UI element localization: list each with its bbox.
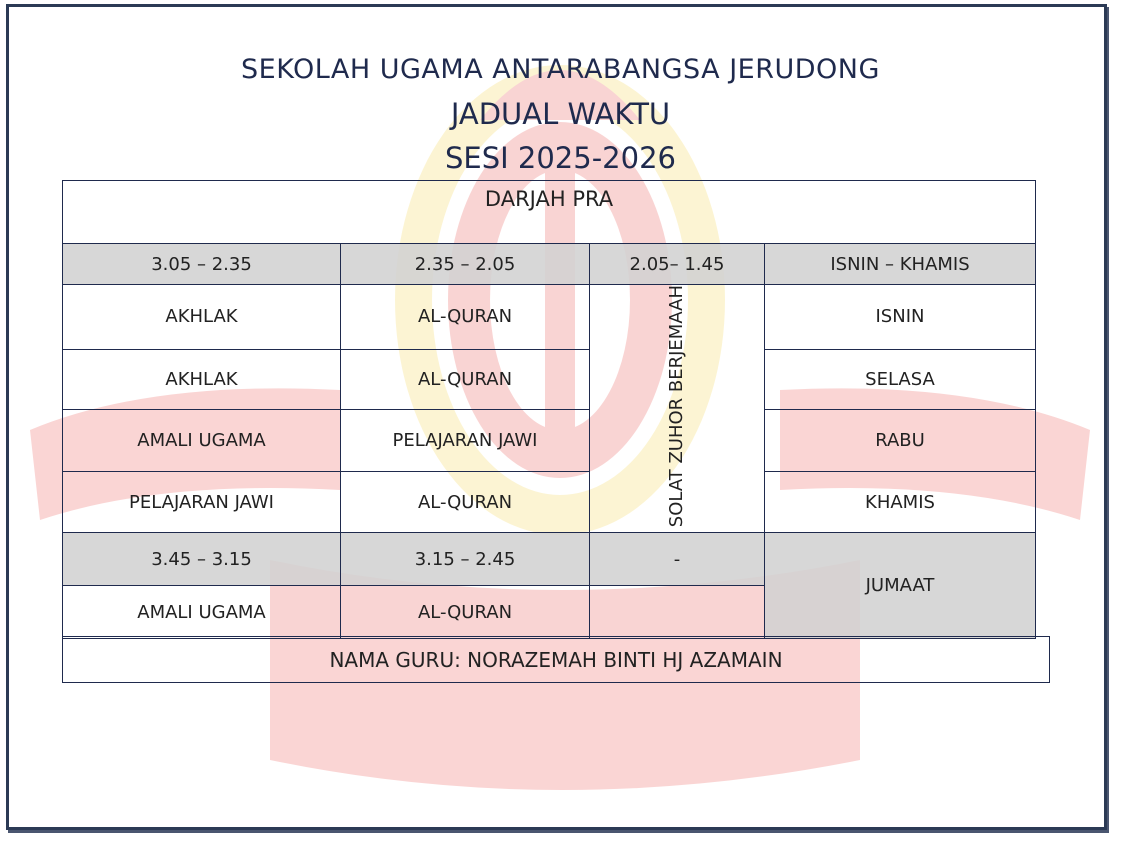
prayer-cell	[590, 285, 765, 533]
time-header-3: 2.05– 1.45	[590, 244, 765, 285]
day-label: KHAMIS	[765, 472, 1036, 533]
day-label: SELASA	[765, 349, 1036, 410]
day-label: RABU	[765, 410, 1036, 472]
friday-cell-empty	[590, 586, 765, 639]
cell-subject: PELAJARAN JAWI	[341, 410, 590, 472]
document-title: JADUAL WAKTU	[450, 97, 671, 131]
cell-subject: AKHLAK	[63, 349, 341, 410]
cell-subject: AL-QURAN	[341, 349, 590, 410]
cell-subject: PELAJARAN JAWI	[63, 472, 341, 533]
time-header-1: 3.05 – 2.35	[63, 244, 341, 285]
prayer-label: SOLAT ZUHOR BERJEMAAH	[666, 285, 687, 528]
friday-cell-subject: AMALI UGAMA	[63, 586, 341, 639]
cell-subject: AL-QURAN	[341, 472, 590, 533]
school-name: SEKOLAH UGAMA ANTARABANGSA JERUDONG	[241, 54, 880, 85]
days-header: ISNIN – KHAMIS	[765, 244, 1036, 285]
friday-time-header-1: 3.45 – 3.15	[63, 533, 341, 586]
cell-subject: AMALI UGAMA	[63, 410, 341, 472]
timetable-table	[62, 180, 1036, 639]
class-name: DARJAH PRA	[63, 181, 1036, 244]
friday-time-header-3: -	[590, 533, 765, 586]
friday-time-header-2: 3.15 – 2.45	[341, 533, 590, 586]
session-label: SESI 2025-2026	[445, 141, 676, 175]
friday-day-label: JUMAAT	[765, 533, 1036, 639]
teacher-name: NAMA GURU: NORAZEMAH BINTI HJ AZAMAIN	[62, 636, 1050, 683]
cell-subject: AKHLAK	[63, 285, 341, 350]
friday-cell-subject: AL-QURAN	[341, 586, 590, 639]
time-header-2: 2.35 – 2.05	[341, 244, 590, 285]
cell-subject: AL-QURAN	[341, 285, 590, 350]
day-label: ISNIN	[765, 285, 1036, 350]
